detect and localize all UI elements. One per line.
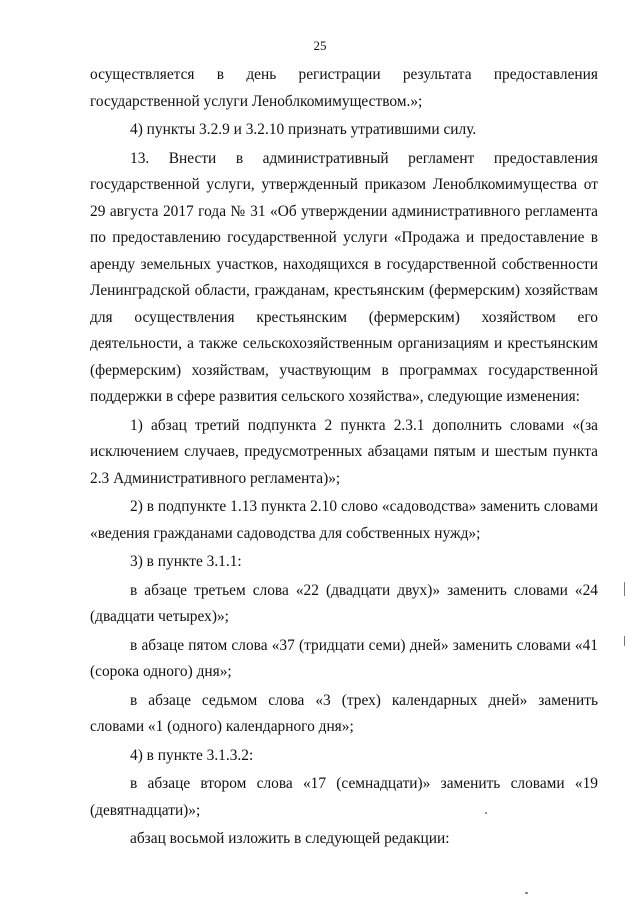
paragraph-section-13: 13. Внести в административный регламент предоставления государственной услуги, утвержденный приказом Леноблкомимущества от 29 августа 2017 года № 31 «Об утверждении административного регламента по предоставлению государственной услуги «Продажа и предоставление в аренду земельных участков, находящихся в государственной собственности Ленинградской области, гражданам, крестьянским (фермерским) хозяйствам для осуществления крестьянским (фермерским) хозяйством его деятельности, а также сельскохозяйственным организациям и крестьянским (фермерским) хозяйствам, участвующим в программах государственной поддержки в сфере развития сельского хозяйства», следующие изменения: xyxy=(90,149,598,405)
document-body xyxy=(90,62,598,855)
paragraph-change-3-seventh: в абзаце седьмом слова «3 (трех) календарных дней» заменить словами «1 (одного) календарного дня»; xyxy=(90,691,598,735)
paragraph-change-1: 1) абзац третий подпункта 2 пункта 2.3.1 дополнить словами «(за исключением случаев, предусмотренных абзацами пятым и шестым пункта 2.3 Административного регламента)»; xyxy=(90,416,598,487)
paragraph-change-4-eighth: абзац восьмой изложить в следующей редакции: xyxy=(130,830,450,847)
paragraph-change-3: 3) в пункте 3.1.1: xyxy=(130,553,242,570)
paragraph-continuation: осуществляется в день регистрации результата предоставления государственной услуги Леноблкомимуществом.»; xyxy=(90,66,598,110)
paragraph-change-3-third: в абзаце третьем слова «22 (двадцати двух)» заменить словами «24 (двадцати четырех)»; xyxy=(90,581,598,625)
paragraph-change-3-fifth: в абзаце пятом слова «37 (тридцати семи) дней» заменить словами «41 (сорока одного) дня»; xyxy=(90,636,598,680)
paragraph-change-4: 4) в пункте 3.1.3.2: xyxy=(130,746,254,764)
scan-speck xyxy=(525,892,528,894)
page-number: 25 xyxy=(313,38,327,53)
paragraph-change-2: 2) в подпункте 1.13 пункта 2.10 слово «садоводства» заменить словами «ведения гражданами садоводства для собственных нужд»; xyxy=(90,498,598,542)
scan-speck xyxy=(485,812,487,814)
scan-speck xyxy=(624,636,625,646)
paragraph-item-4-invalidate: 4) пункты 3.2.9 и 3.2.10 признать утратившими силу. xyxy=(130,121,477,138)
paragraph-change-4-second: в абзаце втором слова «17 (семнадцати)» заменить словами «19 (девятнадцати)»; xyxy=(90,775,598,819)
scan-speck xyxy=(624,582,625,596)
